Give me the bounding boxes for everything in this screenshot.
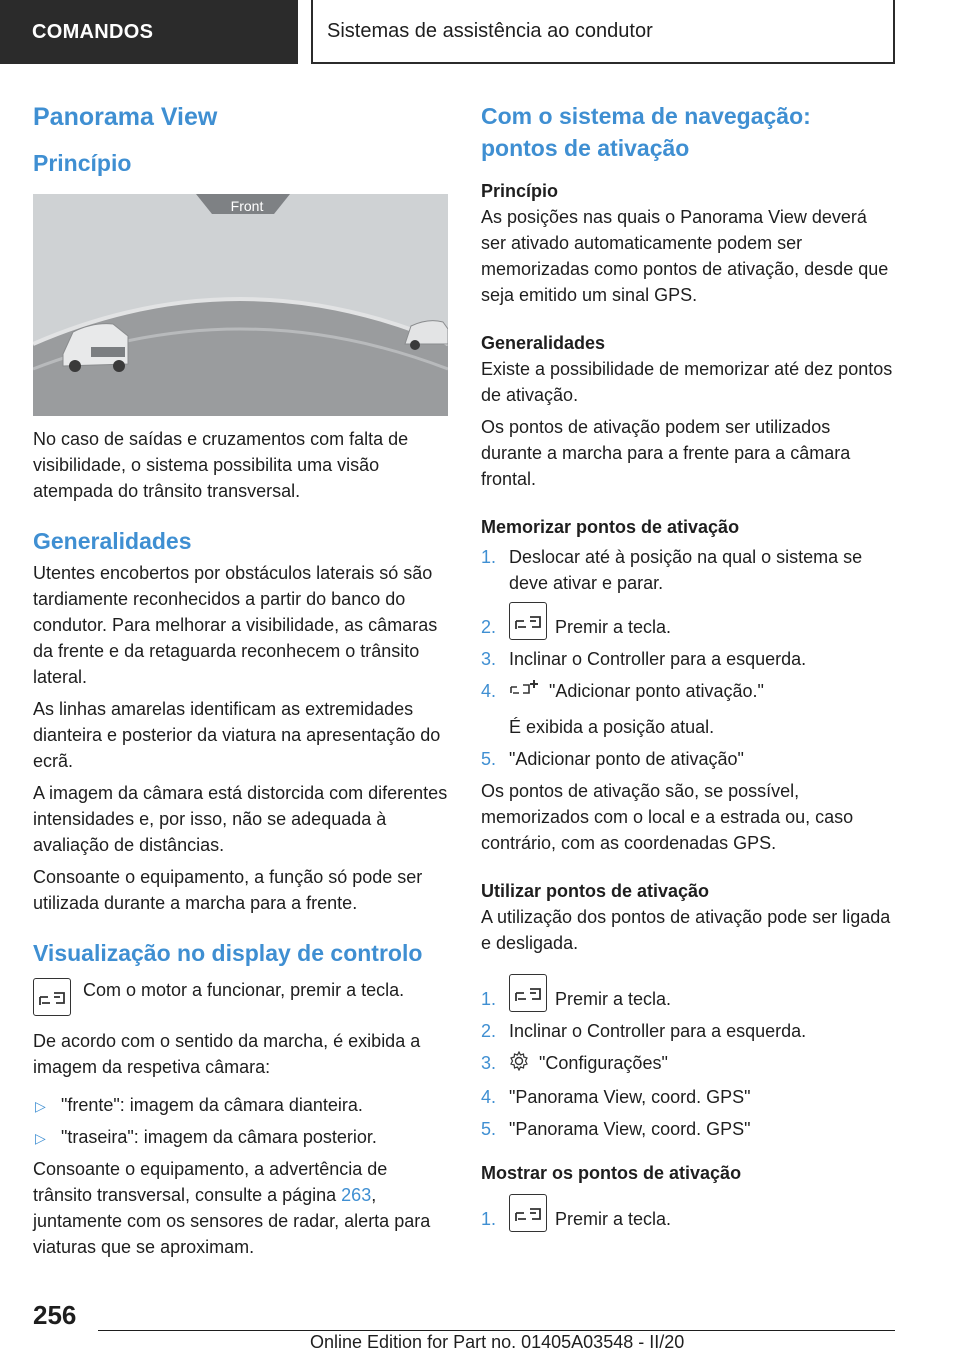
camera-button-icon	[33, 978, 71, 1016]
camera-button-icon	[509, 602, 547, 640]
camera-bullets	[33, 1092, 448, 1150]
general-paragraph-4: Consoante o equipamento, a função só pode ser utilizada durante a marcha para a frente.	[33, 867, 423, 913]
final-paragraph: Consoante o equipamento, a advertência de trânsito transversal, consulte a página 263, juntamente com os sensores de radar, alerta para viaturas que se aproximam.	[33, 1159, 431, 1257]
nav-title: Com o sistema de navegação: pontos de ativação	[481, 103, 811, 161]
general-paragraph-1: Utentes encobertos por obstáculos laterais só são tardiamente reconhecidos a partir do banco do condutor. Para melhorar a visibilidade, as câmaras da frente e da retaguarda reconhecem o trânsito lateral.	[33, 563, 438, 687]
general-heading: Generalidades	[33, 528, 192, 554]
section-tab: COMANDOS	[0, 0, 298, 64]
left-column	[33, 100, 448, 1260]
page-footer	[0, 1300, 960, 1362]
display-key-text: Com o motor a funcionar, premir a tecla.	[83, 980, 405, 1000]
memorize-heading: Memorizar pontos de ativação	[481, 517, 740, 537]
page-link[interactable]: 263	[341, 1185, 372, 1205]
principle-heading: Princípio	[33, 150, 132, 176]
list-item: 2. Premir a tecla.	[481, 602, 896, 640]
display-heading: Visualização no display de controlo	[33, 940, 423, 966]
general-paragraph-2: As linhas amarelas identificam as extremidades dianteira e posterior da viatura na apresentação do ecrã.	[33, 699, 441, 771]
add-activation-point-icon	[509, 679, 539, 706]
list-item: 3. "Configurações"	[481, 1050, 896, 1078]
use-steps	[481, 974, 896, 1142]
camera-button-icon	[509, 1194, 547, 1232]
camera-button-icon	[509, 974, 547, 1012]
nav-principle-heading: Princípio	[481, 181, 559, 201]
list-item: 2. Inclinar o Controller para a esquerda.	[481, 1020, 807, 1041]
nav-principle-text: As posições nas quais o Panorama View deverá ser ativado automaticamente podem ser memorizadas como pontos de ativação, desde que seja emitido um sinal GPS.	[481, 207, 889, 305]
gear-icon	[509, 1051, 529, 1078]
list-item: 5. "Adicionar ponto de ativação"	[481, 748, 744, 769]
use-text: A utilização dos pontos de ativação pode ser ligada e desligada.	[481, 906, 891, 953]
list-item: 1. Deslocar até à posição na qual o sistema se deve ativar e parar.	[481, 547, 863, 593]
list-item: ▷ "frente": imagem da câmara dianteira.	[33, 1092, 448, 1118]
right-column	[481, 100, 896, 1238]
page-header	[0, 0, 960, 64]
memorize-steps	[481, 544, 896, 772]
footer-divider	[98, 1330, 895, 1331]
list-item: 1. Premir a tecla.	[481, 1194, 896, 1232]
principle-text: No caso de saídas e cruzamentos com falta de visibilidade, o sistema possibilita uma visão atempada do trânsito transversal.	[33, 429, 409, 501]
list-item: 4. "Panorama View, coord. GPS"	[481, 1086, 751, 1107]
use-heading: Utilizar pontos de ativação	[481, 880, 710, 901]
list-item: 5. "Panorama View, coord. GPS"	[481, 1118, 751, 1139]
show-steps	[481, 1194, 896, 1232]
camera-scene-icon	[33, 194, 448, 416]
list-item: ▷ "traseira": imagem da câmara posterior.	[33, 1124, 448, 1150]
display-paragraph-1: De acordo com o sentido da marcha, é exibida a imagem da respetiva câmara:	[33, 1031, 421, 1077]
memorize-after: Os pontos de ativação são, se possível, memorizados com o local e a estrada ou, caso contrário, com as coordenadas GPS.	[481, 780, 854, 853]
nav-general-paragraph-2: Os pontos de ativação podem ser utilizados durante a marcha para a frente para a câmara frontal.	[481, 417, 851, 489]
nav-general-paragraph-1: Existe a possibilidade de memorizar até dez pontos de ativação.	[481, 359, 893, 405]
chapter-tab: Sistemas de assistência ao condutor	[311, 0, 895, 64]
nav-general-heading: Generalidades	[481, 333, 606, 353]
front-label: Front	[230, 198, 264, 214]
show-heading: Mostrar os pontos de ativação	[481, 1162, 742, 1183]
general-paragraph-3: A imagem da câmara está distorcida com diferentes intensidades e, por isso, não se adequada à avaliação de distâncias.	[33, 783, 448, 855]
camera-image	[33, 194, 448, 416]
list-item: 1. Premir a tecla.	[481, 974, 896, 1012]
edition-text: Online Edition for Part no. 01405A03548 - II/20	[310, 1332, 685, 1352]
list-item: 4. "Adicionar ponto ativação." É exibida a posição atual.	[481, 678, 896, 740]
page-number: 256	[33, 1300, 77, 1330]
triangle-bullet-icon: ▷	[35, 1098, 46, 1114]
triangle-bullet-icon: ▷	[35, 1130, 46, 1146]
display-key-row	[33, 978, 448, 1016]
list-item: 3. Inclinar o Controller para a esquerda.	[481, 649, 807, 669]
panorama-title: Panorama View	[33, 103, 218, 131]
